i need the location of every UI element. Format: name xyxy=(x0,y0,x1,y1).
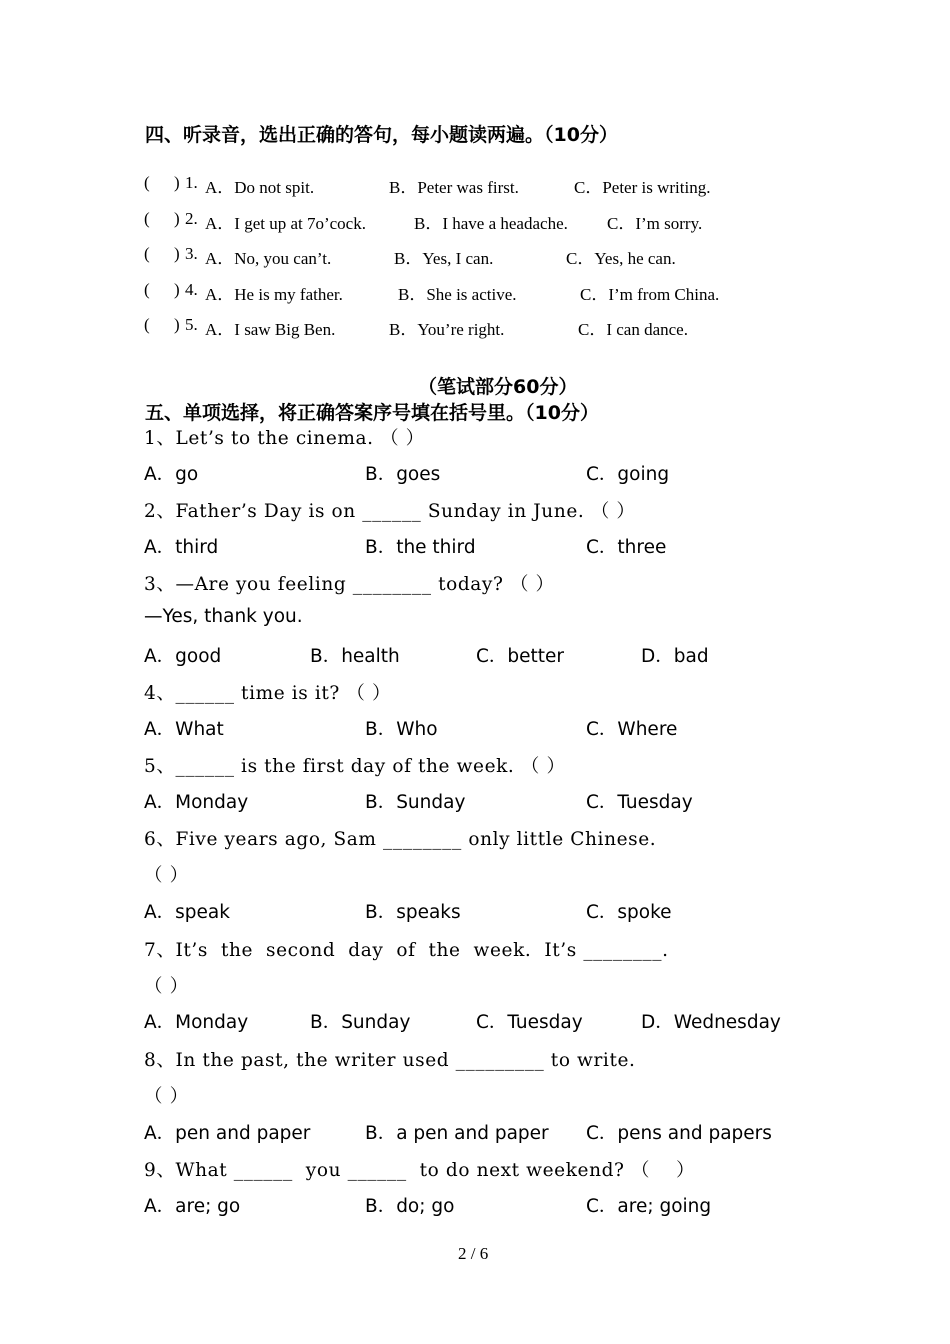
option-c: C．I’m from China. xyxy=(580,285,720,304)
question-4: 4、______ time is it? （ ） xyxy=(144,683,392,704)
option-a: A．I get up at 7o’cock. xyxy=(205,214,366,233)
question-6: 6、Five years ago, Sam ________ only little Chinese. xyxy=(144,829,657,850)
q2-option-a: A．third xyxy=(144,537,219,558)
q8-option-b: B．a pen and paper xyxy=(365,1123,549,1144)
q2-option-b: B．the third xyxy=(365,537,476,558)
q9-option-c: C．are; going xyxy=(586,1196,712,1217)
option-a: A．He is my father. xyxy=(205,285,343,304)
option-a: A．No, you can’t. xyxy=(205,249,332,268)
q7-option-a: A．Monday xyxy=(144,1012,249,1033)
answer-paren-close: ) xyxy=(174,173,180,192)
option-c: C．I’m sorry. xyxy=(607,214,703,233)
option-b: B．I have a headache. xyxy=(414,214,568,233)
q9-option-a: A．are; go xyxy=(144,1196,241,1217)
answer-paren-open[interactable]: ( xyxy=(144,173,150,192)
q6-option-a: A．speak xyxy=(144,902,230,923)
option-b: B．Yes, I can. xyxy=(394,249,494,268)
q3-option-b: B．health xyxy=(310,646,400,667)
item-number: 3. xyxy=(185,244,198,263)
answer-paren-open[interactable]: ( xyxy=(144,244,150,263)
q8-answer-paren[interactable]: （ ） xyxy=(144,1086,189,1107)
q3-option-c: C．better xyxy=(476,646,565,667)
question-9: 9、What ______ you ______ to do next weekend? （ ） xyxy=(144,1160,696,1181)
q5-option-b: B．Sunday xyxy=(365,792,466,813)
q3-option-d: D．bad xyxy=(641,646,709,667)
q6-option-b: B．speaks xyxy=(365,902,461,923)
q5-option-a: A．Monday xyxy=(144,792,249,813)
answer-paren-close: ) xyxy=(174,244,180,263)
answer-paren-close: ) xyxy=(174,280,180,299)
q3-reply: —Yes, thank you. xyxy=(144,606,303,627)
written-part-heading: （笔试部分60分） xyxy=(418,376,578,398)
q6-answer-paren[interactable]: （ ） xyxy=(144,865,189,886)
section5-title: 五、单项选择，将正确答案序号填在括号里。（10分） xyxy=(145,402,599,424)
question-8: 8、In the past, the writer used _________ to write. xyxy=(144,1050,636,1071)
q1-option-c: C．going xyxy=(586,464,670,485)
option-a: A．Do not spit. xyxy=(205,178,315,197)
q4-option-a: A．What xyxy=(144,719,224,740)
q2-option-c: C．three xyxy=(586,537,667,558)
option-b: B．Peter was first. xyxy=(389,178,519,197)
q7-option-c: C．Tuesday xyxy=(476,1012,583,1033)
q5-option-c: C．Tuesday xyxy=(586,792,693,813)
q4-option-c: C．Where xyxy=(586,719,678,740)
question-5: 5、______ is the first day of the week. （ ） xyxy=(144,756,566,777)
q1-option-b: B．goes xyxy=(365,464,441,485)
question-3: 3、—Are you feeling ________ today? （ ） xyxy=(144,574,555,595)
item-number: 4. xyxy=(185,280,198,299)
option-b: B．You’re right. xyxy=(389,320,505,339)
option-a: A．I saw Big Ben. xyxy=(205,320,336,339)
q8-option-c: C．pens and papers xyxy=(586,1123,772,1144)
question-1: 1、Let’s to the cinema. （ ） xyxy=(144,428,425,449)
answer-paren-close: ) xyxy=(174,209,180,228)
option-c: C．I can dance. xyxy=(578,320,688,339)
q3-option-a: A．good xyxy=(144,646,222,667)
q8-option-a: A．pen and paper xyxy=(144,1123,311,1144)
item-number: 1. xyxy=(185,173,198,192)
option-b: B．She is active. xyxy=(398,285,517,304)
answer-paren-open[interactable]: ( xyxy=(144,209,150,228)
q6-option-c: C．spoke xyxy=(586,902,672,923)
option-c: C．Yes, he can. xyxy=(566,249,676,268)
q9-option-b: B．do; go xyxy=(365,1196,455,1217)
q1-option-a: A．go xyxy=(144,464,199,485)
answer-paren-open[interactable]: ( xyxy=(144,315,150,334)
page-number: 2 / 6 xyxy=(458,1244,489,1263)
answer-paren-close: ) xyxy=(174,315,180,334)
item-number: 2. xyxy=(185,209,198,228)
item-number: 5. xyxy=(185,315,198,334)
question-2: 2、Father’s Day is on ______ Sunday in June. （ ） xyxy=(144,501,636,522)
q7-answer-paren[interactable]: （ ） xyxy=(144,976,189,997)
option-c: C．Peter is writing. xyxy=(574,178,711,197)
question-7: 7、It’s the second day of the week. It’s ________. xyxy=(144,940,669,961)
answer-paren-open[interactable]: ( xyxy=(144,280,150,299)
section4-title: 四、听录音，选出正确的答句，每小题读两遍。（10分） xyxy=(145,124,618,146)
q7-option-b: B．Sunday xyxy=(310,1012,411,1033)
q4-option-b: B．Who xyxy=(365,719,438,740)
q7-option-d: D．Wednesday xyxy=(641,1012,781,1033)
